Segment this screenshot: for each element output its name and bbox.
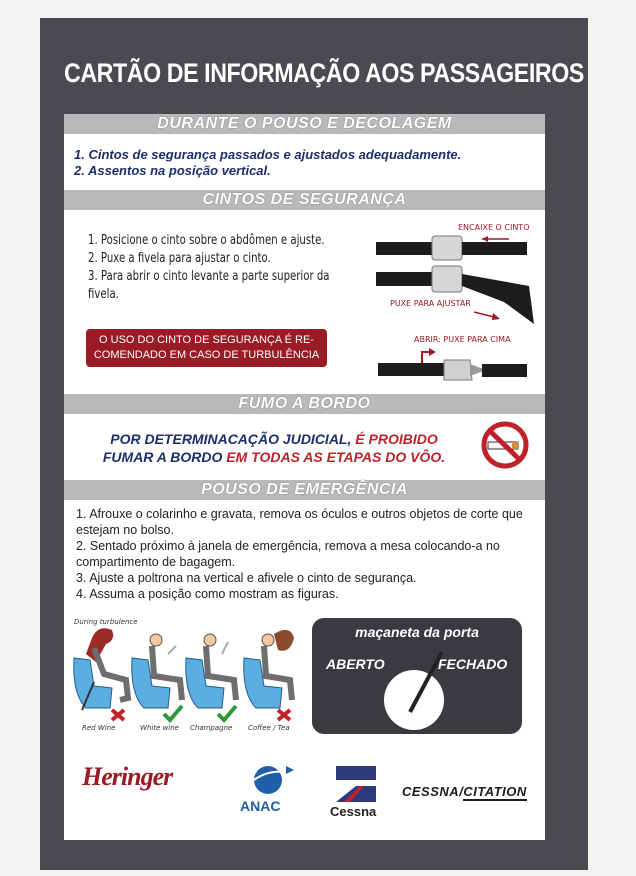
- arrow-up-icon: [429, 348, 436, 356]
- section-header-smoking: FUMO A BORDO: [64, 394, 545, 414]
- encaixe-label: ENCAIXE O CINTO: [458, 223, 530, 232]
- figure-caption: During turbulence: [74, 618, 138, 626]
- door-closed-label: FECHADO: [438, 656, 508, 672]
- seatbelt-item: 3. Para abrir o cinto levante a parte superior da fivela.: [88, 269, 330, 302]
- door-handle-title: maçaneta da porta: [355, 624, 479, 640]
- abrir-label: ABRIR: PUXE PARA CIMA: [414, 335, 511, 344]
- takeoff-item: 1. Cintos de segurança passados e ajustados adequadamente.: [74, 147, 462, 162]
- arrow-left-icon: [482, 236, 488, 242]
- seatbelt-item: 2. Puxe a fivela para ajustar o cinto.: [88, 251, 271, 266]
- door-handle-panel: [312, 618, 522, 734]
- cessna-logo-text: Cessna: [330, 804, 377, 819]
- seat-label: Champagne: [190, 724, 233, 732]
- seatbelt-illustration: [374, 214, 544, 394]
- seat-label: White wine: [140, 724, 179, 732]
- puxe-label: PUXE PARA AJUSTAR: [390, 299, 471, 308]
- card-title: CARTÃO DE INFORMAÇÃO AOS PASSAGEIROS: [64, 58, 584, 88]
- emergency-item: 1. Afrouxe o colarinho e gravata, remova os óculos e outros objetos de corte que estejam no bolso.: [76, 507, 523, 537]
- seat-label: Coffee / Tea: [248, 724, 290, 732]
- door-handle-icon: [376, 646, 456, 734]
- seat-label: Red Wine: [82, 724, 116, 732]
- door-open-label: ABERTO: [326, 656, 385, 672]
- takeoff-list: [74, 147, 461, 179]
- seatbelt-list: [88, 232, 345, 304]
- seat-figure-white-wine: [132, 634, 182, 720]
- emergency-list: [76, 506, 536, 602]
- seatbelt-item: 1. Posicione o cinto sobre o abdômen e ajuste.: [88, 233, 325, 248]
- section-header-emergency: POUSO DE EMERGÊNCIA: [64, 480, 545, 500]
- section-header-seatbelts: CINTOS DE SEGURANÇA: [64, 190, 545, 210]
- seat-figure-champagne: [186, 634, 236, 720]
- cessna-logo-icon: [336, 766, 376, 806]
- citation-logo: CESSNA/CITATION: [402, 784, 527, 799]
- anac-logo-text: ANAC: [240, 798, 281, 814]
- emergency-item: 2. Sentado próximo à janela de emergência, remova a mesa colocando-a no compartimento de bagagem.: [76, 539, 500, 569]
- emergency-item: 4. Assuma a posição como mostram as figuras.: [76, 587, 339, 601]
- content-panel: [64, 114, 545, 840]
- seat-figure-coffee-tea: [244, 630, 294, 720]
- seat-figures: [68, 624, 304, 730]
- section-header-takeoff: DURANTE O POUSO E DECOLAGEM: [64, 114, 545, 134]
- seat-figure-red-wine: [74, 628, 128, 720]
- turbulence-warning: O USO DO CINTO DE SEGURANÇA É RE- COMENDADO EM CASO DE TURBULÊNCIA: [86, 329, 327, 367]
- takeoff-item: 2. Assentos na posição vertical.: [74, 163, 271, 178]
- no-smoking-icon: [478, 420, 532, 470]
- heringer-logo: Heringer: [82, 762, 173, 791]
- emergency-item: 3. Ajuste a poltrona na vertical e afivele o cinto de segurança.: [76, 571, 417, 585]
- arrow-right-icon: [492, 313, 500, 320]
- smoking-notice: POR DETERMINACAÇÃO JUDICIAL, É PROIBIDO FUMAR A BORDO EM TODAS AS ETAPAS DO VÔO.: [102, 431, 446, 465]
